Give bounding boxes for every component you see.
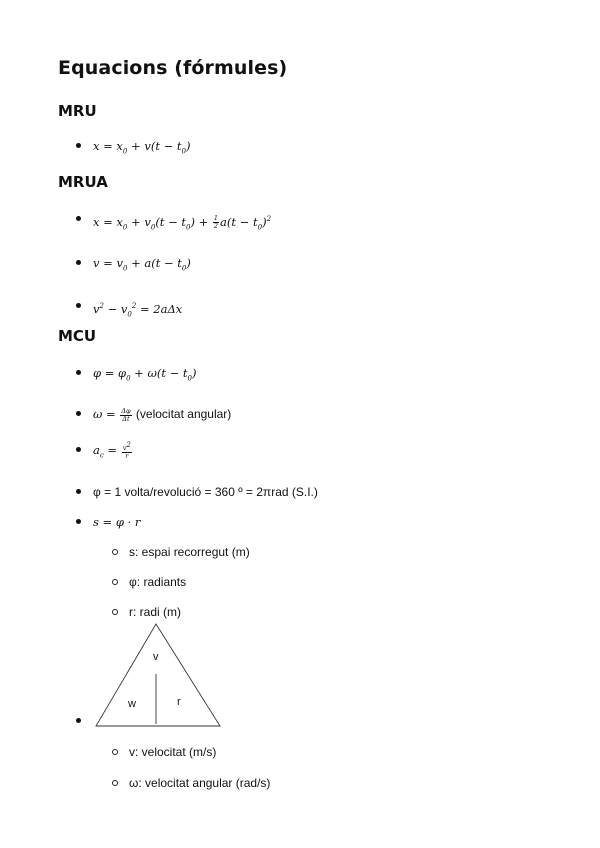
legend-r: r: radi (m) bbox=[129, 604, 181, 619]
legend-s: s: espai recorregut (m) bbox=[129, 544, 250, 559]
formula-mcu-arc: s = φ · r bbox=[93, 514, 141, 529]
list-item bbox=[58, 297, 578, 323]
formula-mrua-position: $x = x_0 + v_0(t - t_0)$ + $\frac{1}{2}$ $a(t - t_0)^2$ bbox=[93, 214, 272, 232]
formula-mrua-torricelli: $v^2 - v_0^2 = 2a\Delta x$ bbox=[93, 302, 183, 319]
bullet-icon bbox=[76, 519, 81, 524]
sublist-item bbox=[58, 774, 578, 792]
formula-mru-position: $x = x_0 + v(t - t_0)$ bbox=[93, 139, 191, 156]
page-title: Equacions (fórmules) bbox=[58, 57, 288, 79]
triangle-label-top: v bbox=[153, 651, 159, 663]
revolution-definition: φ = 1 volta/revolució = 360 º = 2πrad (S.I.) bbox=[93, 484, 318, 499]
circle-bullet-icon bbox=[112, 780, 118, 786]
section-mrua bbox=[58, 171, 578, 324]
triangle-legend bbox=[58, 743, 578, 792]
bullet-icon bbox=[76, 447, 81, 452]
document-page bbox=[58, 52, 578, 619]
bullet-icon bbox=[76, 216, 81, 221]
omega-note: (velocitat angular) bbox=[135, 407, 232, 422]
mru-list bbox=[58, 137, 578, 160]
circle-bullet-icon bbox=[112, 609, 118, 615]
section-heading-mru: MRU bbox=[58, 102, 97, 120]
bullet-icon bbox=[76, 370, 81, 375]
legend-v: v: velocitat (m/s) bbox=[129, 745, 217, 759]
triangle-outline bbox=[96, 624, 220, 726]
sublist-item bbox=[58, 743, 578, 761]
formula-mrua-velocity: $v = v_0 + a(t - t_0)$ bbox=[93, 256, 191, 273]
triangle-label-right: r bbox=[177, 696, 181, 708]
section-heading-mrua: MRUA bbox=[58, 173, 108, 191]
legend-phi: φ: radiants bbox=[129, 574, 187, 589]
mrua-list bbox=[58, 210, 578, 324]
circle-bullet-icon bbox=[112, 549, 118, 555]
formula-mcu-centripetal: $a_c$ = $\frac{v^2}{r}$ bbox=[93, 441, 131, 461]
list-item bbox=[58, 513, 578, 531]
bullet-icon bbox=[76, 303, 81, 308]
circle-bullet-icon bbox=[112, 749, 118, 755]
list-item bbox=[58, 441, 578, 464]
speed-triangle-diagram bbox=[94, 622, 222, 728]
bullet-icon bbox=[76, 411, 81, 416]
formula-mcu-omega: ω = $\frac{\Delta\varphi}{\Delta t}$ bbox=[93, 406, 131, 423]
mcu-list bbox=[58, 364, 578, 621]
section-mru bbox=[58, 100, 578, 160]
list-item bbox=[58, 254, 578, 277]
list-item bbox=[58, 405, 578, 423]
bullet-icon bbox=[76, 718, 81, 723]
list-item bbox=[58, 210, 578, 236]
sublist-item bbox=[58, 543, 578, 561]
list-item bbox=[58, 137, 578, 160]
circle-bullet-icon bbox=[112, 579, 118, 585]
sublist-item bbox=[58, 603, 578, 621]
list-item bbox=[58, 483, 578, 501]
triangle-label-left: w bbox=[128, 698, 136, 710]
bullet-icon bbox=[76, 260, 81, 265]
formula-mcu-angle: $\varphi = \varphi_0 + \omega(t - t_0)$ bbox=[93, 366, 197, 383]
section-mcu bbox=[58, 325, 578, 621]
section-heading-mcu: MCU bbox=[58, 327, 97, 345]
bullet-icon bbox=[76, 143, 81, 148]
list-item bbox=[58, 364, 578, 387]
sublist-item bbox=[58, 573, 578, 591]
bullet-icon bbox=[76, 489, 81, 494]
legend-omega: ω: velocitat angular (rad/s) bbox=[129, 776, 271, 790]
